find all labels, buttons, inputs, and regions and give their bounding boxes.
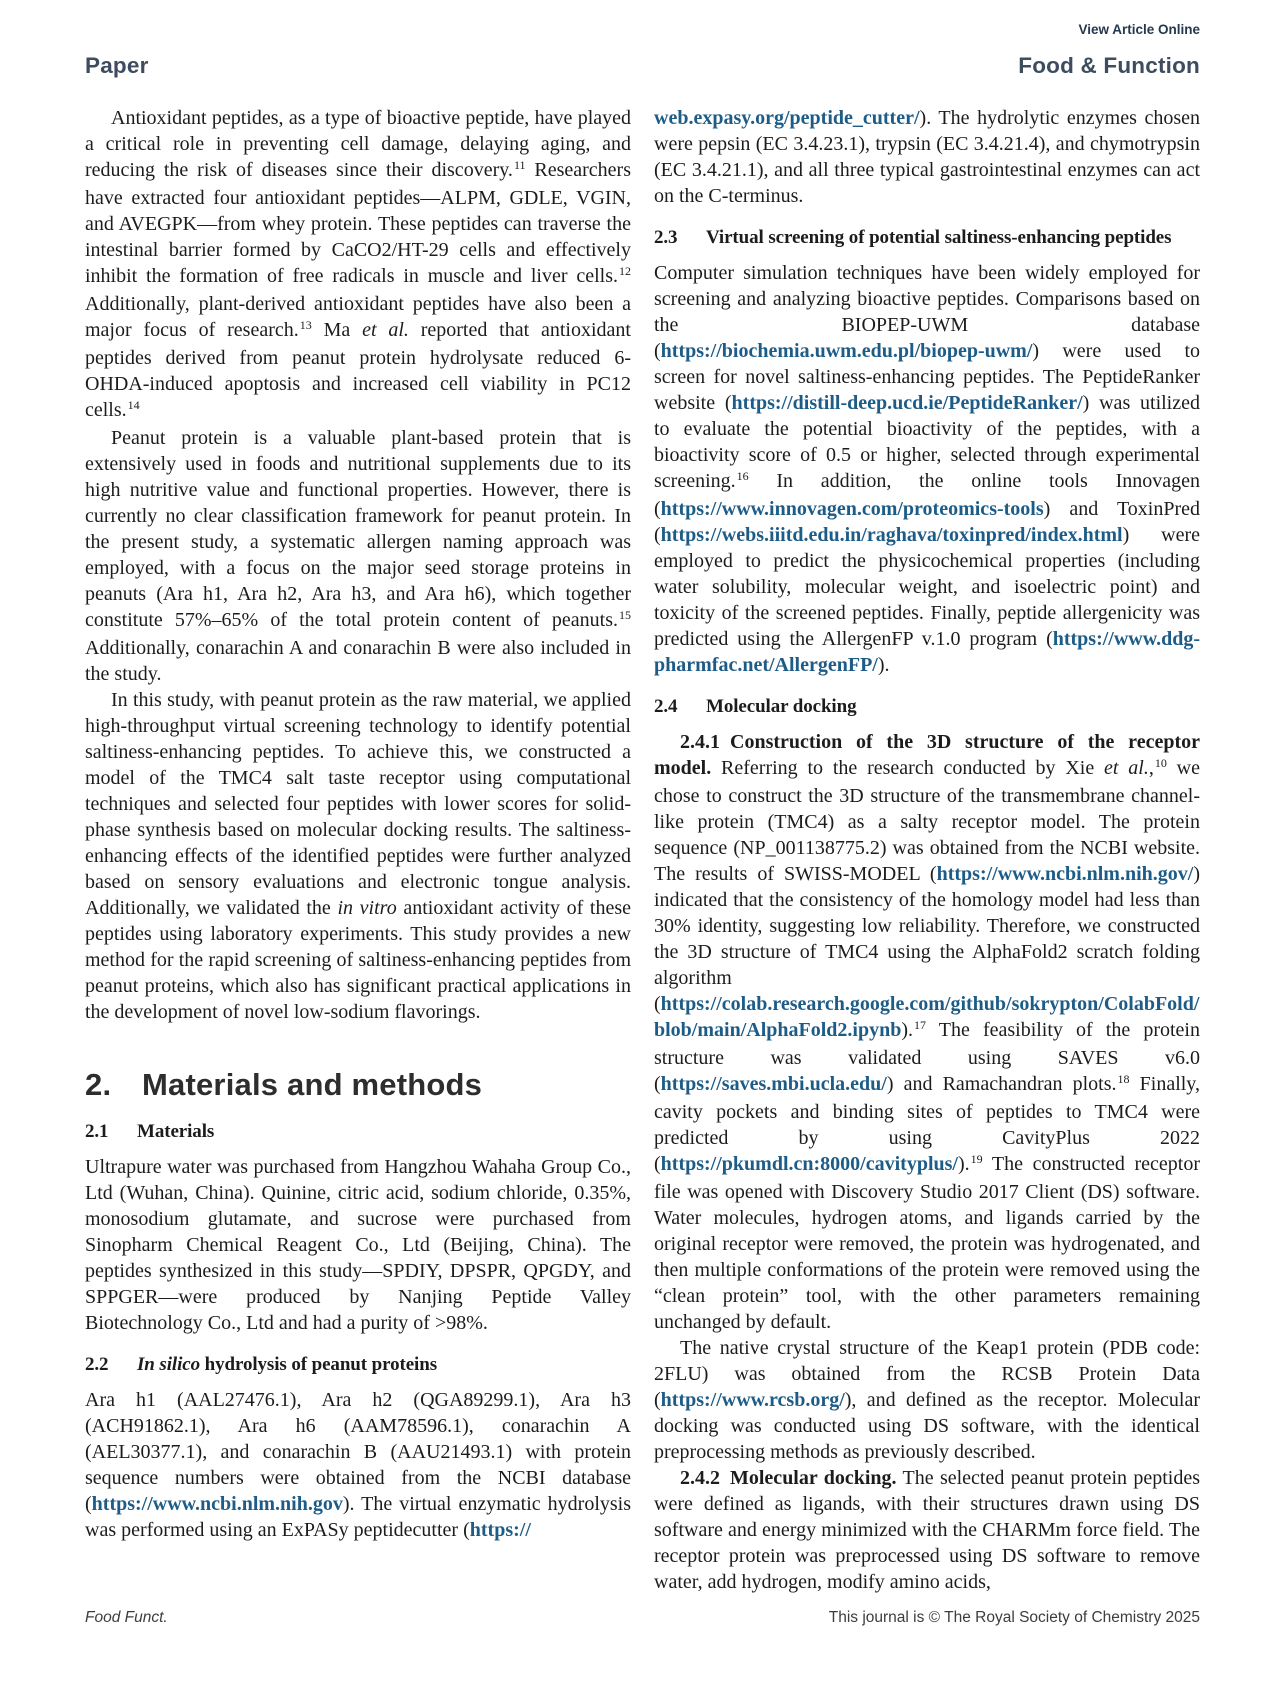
paragraph	[85, 425, 631, 687]
citation-superscript: 19	[970, 1152, 983, 1166]
text-run: In addition, the online tools Innovagen (	[654, 470, 1200, 520]
inline-link[interactable]: https://www.innovagen.com/proteomics-tools	[660, 498, 1044, 520]
text-run: ) were employed to predict the physicochemical properties (including water solubility, molecular weight, and isoelectric point) and toxicity of the screened peptides. Finally, peptide allergenicity was predicted using the AllergenFP v.1.0 program (	[654, 524, 1200, 650]
page-footer	[85, 1608, 1200, 1627]
inline-link[interactable]: web.expasy.org/peptide_cutter/	[654, 107, 920, 129]
subsection-heading	[85, 1353, 631, 1377]
text-run: The feasibility of the protein structure was validated using SAVES v6.0 (	[654, 1019, 1200, 1095]
citation-superscript: 10	[1154, 756, 1167, 770]
italic-text: et al.	[362, 319, 409, 341]
section-number: 2.	[85, 1067, 112, 1102]
subsection-heading	[654, 695, 1200, 719]
paragraph	[85, 105, 631, 425]
text-run: Computer simulation techniques have been widely employed for screening and analyzing bioactive peptides. Comparisons based on the BIOPEP-UWM database (	[654, 262, 1200, 362]
footer-copyright: This journal is © The Royal Society of Chemistry 2025	[828, 1609, 1200, 1626]
runin-heading: 2.4.1 Construction of the 3D structure of the receptor model.	[654, 731, 1200, 779]
paragraph	[654, 260, 1200, 678]
text-run: reported that antioxidant peptides derived from peanut protein hydrolysate reduced 6-OHDA-induced apoptosis and increased cell viability in PC12 cells.	[85, 319, 631, 421]
text-run: Ara h1 (AAL27476.1), Ara h2 (QGA89299.1), Ara h3 (ACH91862.1), Ara h6 (AAM78596.1), conarachin A (AEL30377.1), and conarachin B (AAU21493.1) with protein sequence numbers were obtained from the NCBI database (	[85, 1389, 631, 1515]
text-run: Ma	[311, 319, 363, 341]
inline-link[interactable]: https://	[469, 1519, 531, 1541]
text-run: Finally, cavity pockets and binding sites of peptides to TMC4 were predicted by using CavityPlus 2022 (	[654, 1073, 1201, 1175]
footer-journal-ref: Food Funct.	[85, 1609, 168, 1626]
text-run: Virtual screening of potential saltiness-enhancing peptides	[706, 227, 1172, 248]
view-article-online-link[interactable]: View Article Online	[1078, 22, 1200, 37]
paragraph	[85, 687, 631, 1025]
runin-heading: 2.4.2 Molecular docking.	[680, 1467, 897, 1489]
inline-link[interactable]: https://www.ddg-pharmfac.net/AllergenFP/	[654, 628, 1200, 676]
italic-text: in vitro	[337, 897, 397, 919]
section-title: Materials and methods	[142, 1067, 483, 1102]
inline-link[interactable]: https://www.rcsb.org/	[660, 1389, 845, 1411]
text-run: Researchers have extracted four antioxidant peptides—ALPM, GDLE, VGIN, and AVEGPK—from whey protein. These peptides can traverse the intestinal barrier formed by CaCO2/HT-29 cells and effectively inhibit the formation of free radicals in muscle and liver cells.	[85, 159, 631, 287]
paragraph	[654, 1335, 1200, 1465]
text-run: ), and defined as the receptor. Molecular docking was conducted using DS software, with the identical preprocessing methods as previously described.	[654, 1389, 1200, 1463]
header-top-bar	[85, 22, 1200, 38]
citation-superscript: 14	[127, 398, 140, 412]
section-heading	[85, 1067, 631, 1103]
text-run: ,	[1148, 757, 1154, 779]
inline-link[interactable]: https://biochemia.uwm.edu.pl/biopep-uwm/	[660, 340, 1033, 362]
text-run: The native crystal structure of the Keap1 protein (PDB code: 2FLU) was obtained from the RCSB Protein Data (	[654, 1337, 1200, 1411]
text-run: antioxidant activity of these peptides using laboratory experiments. This study provides a new method for the rapid screening of saltiness-enhancing peptides from peanut proteins, which also has significant practical applications in the development of novel low-sodium flavorings.	[85, 897, 632, 1023]
italic-text: In silico	[137, 1354, 200, 1375]
text-run: ).	[901, 1019, 913, 1041]
text-run: ).	[957, 1153, 970, 1175]
inline-link[interactable]: https://distill-deep.ucd.ie/PeptideRanker/	[731, 392, 1083, 414]
citation-superscript: 15	[619, 608, 631, 622]
citation-superscript: 11	[513, 158, 526, 172]
text-run: The constructed receptor file was opened with Discovery Studio 2017 Client (DS) software. Water molecules, hydrogen atoms, and ligands carried by the original receptor were removed, the protein was hydrogenated, and then multiple conformations of the protein were removed using the “clean protein” tool, with the other parameters remaining unchanged by default.	[654, 1153, 1200, 1333]
text-run: ). The hydrolytic enzymes chosen were pepsin (EC 3.4.23.1), trypsin (EC 3.4.21.4), and chymotrypsin (EC 3.4.21.1), and all three typical gastrointestinal enzymes can act on the C-terminus.	[654, 107, 1200, 207]
subsection-number: 2.4	[654, 696, 678, 717]
citation-superscript: 12	[619, 264, 631, 278]
journal-title: Food & Function	[1018, 53, 1200, 78]
paragraph	[654, 105, 1200, 209]
text-run: ) and Ramachandran plots.	[886, 1073, 1117, 1095]
text-run: ) and ToxinPred (	[654, 498, 1200, 546]
paragraph	[654, 729, 1200, 1335]
article-body	[85, 105, 1200, 1595]
text-run: ) was utilized to evaluate the potential bioactivity of the peptides, with a bioactivity score of 0.5 or higher, selected through experimental screening.	[654, 392, 1200, 492]
inline-link[interactable]: https://colab.research.google.com/github/sokrypton/ColabFold/blob/main/AlphaFold2.ipynb	[654, 993, 1200, 1041]
paragraph	[654, 1465, 1200, 1595]
column-right	[654, 105, 1200, 1595]
text-run: The selected peanut protein peptides were defined as ligands, with their structures drawn using DS software and energy minimized with the CHARMm force field. The receptor protein was preprocessed using DS software to remove water, add hydrogen, modify amino acids,	[654, 1467, 1200, 1593]
text-run: hydrolysis of peanut proteins	[199, 1354, 437, 1375]
text-run: Ultrapure water was purchased from Hangzhou Wahaha Group Co., Ltd (Wuhan, China). Quinine, citric acid, sodium chloride, 0.35%, monosodium glutamate, and sucrose were purchased from Sinopharm Chemical Reagent Co., Ltd (Beijing, China). The peptides synthesized in this study—SPDIY, DPSPR, QPGDY, and SPPGER—were produced by Nanjing Peptide Valley Biotechnology Co., Ltd and had a purity of >98%.	[85, 1156, 631, 1334]
citation-superscript: 17	[914, 1018, 926, 1032]
inline-link[interactable]: https://pkumdl.cn:8000/cavityplus/	[660, 1153, 958, 1175]
text-run: ).	[877, 654, 890, 676]
paragraph	[85, 1154, 631, 1336]
text-run: Materials	[137, 1121, 215, 1142]
subsection-heading	[85, 1120, 631, 1144]
text-run: Molecular docking	[706, 696, 857, 717]
journal-header	[85, 52, 1200, 80]
subsection-number: 2.1	[85, 1121, 109, 1142]
inline-link[interactable]: https://saves.mbi.ucla.edu/	[660, 1073, 887, 1095]
inline-link[interactable]: https://webs.iiitd.edu.in/raghava/toxinpred/index.html	[660, 524, 1123, 546]
italic-text: et al.	[1104, 757, 1149, 779]
subsection-number: 2.2	[85, 1354, 109, 1375]
citation-superscript: 18	[1117, 1072, 1130, 1086]
citation-superscript: 16	[736, 469, 749, 483]
paragraph	[85, 1387, 631, 1543]
citation-superscript: 13	[299, 318, 312, 332]
text-run: Additionally, plant-derived antioxidant peptides have also been a major focus of research.	[85, 293, 631, 341]
text-run: Additionally, conarachin A and conarachin B were also included in the study.	[85, 637, 631, 685]
subsection-number: 2.3	[654, 227, 678, 248]
text-run: ) were used to screen for novel saltiness-enhancing peptides. The PeptideRanker website (	[654, 340, 1200, 414]
text-run: Referring to the research conducted by Xie	[711, 757, 1105, 779]
text-run: we chose to construct the 3D structure of the transmembrane channel-like protein (TMC4) as a salty receptor model. The protein sequence (NP_001138775.2) was obtained from the NCBI website. The results of SWISS-MODEL (	[654, 757, 1200, 885]
text-run: In this study, with peanut protein as the raw material, we applied high-throughput virtual screening technology to identify potential saltiness-enhancing peptides. To achieve this, we constructed a model of the TMC4 salt taste receptor using computational techniques and selected four peptides with lower scores for solid-phase synthesis based on molecular docking results. The saltiness-enhancing effects of the identified peptides were further analyzed based on sensory evaluations and electronic tongue analysis. Additionally, we validated the	[85, 689, 631, 919]
text-run: Peanut protein is a valuable plant-based protein that is extensively used in foods and nutritional supplements due to its high nutritive value and functional properties. However, there is currently no clear classification framework for peanut protein. In the present study, a systematic allergen naming approach was employed, with a focus on the major seed storage proteins in peanuts (Ara h1, Ara h2, Ara h3, and Ara h6), which together constitute 57%–65% of the total protein content of peanuts.	[85, 427, 631, 631]
text-run: ). The virtual enzymatic hydrolysis was performed using an ExPASy peptidecutter (	[85, 1493, 631, 1541]
page-type-label: Paper	[85, 53, 149, 78]
subsection-heading	[654, 226, 1200, 250]
text-run: ) indicated that the consistency of the homology model had less than 30% identity, suggesting low reliability. Therefore, we constructed the 3D structure of TMC4 using the AlphaFold2 scratch folding algorithm (	[654, 863, 1200, 1015]
column-left	[85, 105, 631, 1595]
text-run: Antioxidant peptides, as a type of bioactive peptide, have played a critical role in preventing cell damage, delaying aging, and reducing the risk of diseases since their discovery.	[85, 107, 631, 181]
inline-link[interactable]: https://www.ncbi.nlm.nih.gov	[91, 1493, 343, 1515]
inline-link[interactable]: https://www.ncbi.nlm.nih.gov/	[936, 863, 1194, 885]
